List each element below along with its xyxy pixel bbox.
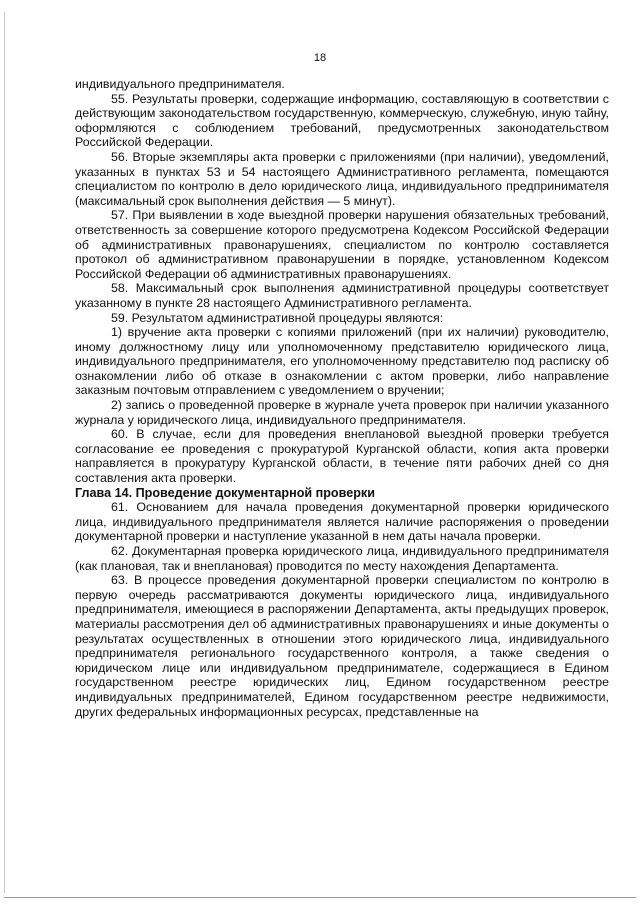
chapter-heading: Глава 14. Проведение документарной проверки <box>75 485 375 500</box>
paragraph-62: 62. Документарная проверка юридического лица, индивидуального предпринимателя (как плановая, так и внеплановая) проводится по месту нахождения Департамента. <box>75 544 609 573</box>
paragraph-continuation: индивидуального предпринимателя. <box>75 77 285 91</box>
paragraph-59: 59. Результатом административной процедуры являются: <box>111 310 444 325</box>
paragraph-55: 55. Результаты проверки, содержащие информацию, составляющую в соответствии с действующим законодательством государственную, коммерческую, служебную, иную тайну, оформляются с соблюдением требований, предусмотренных законодательством Российской Федерации. <box>75 91 609 150</box>
paragraph-59-item-1: 1) вручение акта проверки с копиями приложений (при их наличии) руководителю, иному должностному лицу или уполномоченному представителю юридического лица, индивидуального предпринимателя, его уполномоченному представителю под расписку об ознакомлении либо об отказе в ознакомлении с актом проверки, либо направление заказным почтовым отправлением с уведомлением о вручении; <box>75 325 609 398</box>
paragraph-56: 56. Вторые экземпляры акта проверки с приложениями (при наличии), уведомлений, указанных в пунктах 53 и 54 настоящего Административного регламента, помещаются специалистом по контролю в дело юридического лица, индивидуального предпринимателя (максимальный срок выполнения действия — 5 минут). <box>75 149 609 208</box>
paragraph-57: 57. При выявлении в ходе выездной проверки нарушения обязательных требований, ответственность за совершение которого предусмотрена Кодексом Российской Федерации об административных правонарушениях, специалистом по контролю составляется протокол об административном правонарушении в порядке, установленном Кодексом Российской Федерации об административных правонарушениях. <box>75 208 609 281</box>
paragraph-60: 60. В случае, если для проведения внеплановой выездной проверки требуется согласование ее проведения с прокуратурой Курганской области, копия акта проверки направляется в прокуратуру Курганской области, в течение пяти рабочих дней со дня составления акта проверки. <box>75 427 609 486</box>
page-number: 18 <box>313 52 327 64</box>
paragraph-61: 61. Основанием для начала проведения документарной проверки юридического лица, индивидуального предпринимателя является наличие распоряжения о проведении документарной проверки и наступление указанной в нем даты начала проверки. <box>75 500 609 544</box>
page-content <box>75 77 609 719</box>
paragraph-63: 63. В процессе проведения документарной проверки специалистом по контролю в первую очередь рассматриваются документы юридического лица, индивидуального предпринимателя, имеющиеся в распоряжении Департамента, акты предыдущих проверок, материалы рассмотрения дел об административных правонарушениях и иные документы о результатах осуществленных в отношении этого юридического лица, индивидуального предпринимателя регионального государственного контроля, а также сведения о юридическом лице или индивидуальном предпринимателе, содержащиеся в Едином государственном реестре юридических лиц, Едином государственном реестре индивидуальных предпринимателей, Едином государственном реестре недвижимости, других федеральных информационных ресурсах, представленные на <box>75 573 609 719</box>
paragraph-59-item-2: 2) запись о проведенной проверке в журнале учета проверок при наличии указанного журнала у юридического лица, индивидуального предпринимателя. <box>75 398 609 427</box>
bottom-edge-rule <box>4 897 636 898</box>
paragraph-58: 58. Максимальный срок выполнения административной процедуры соответствует указанному в пункте 28 настоящего Административного регламента. <box>75 281 609 310</box>
left-edge-rule <box>4 12 5 893</box>
